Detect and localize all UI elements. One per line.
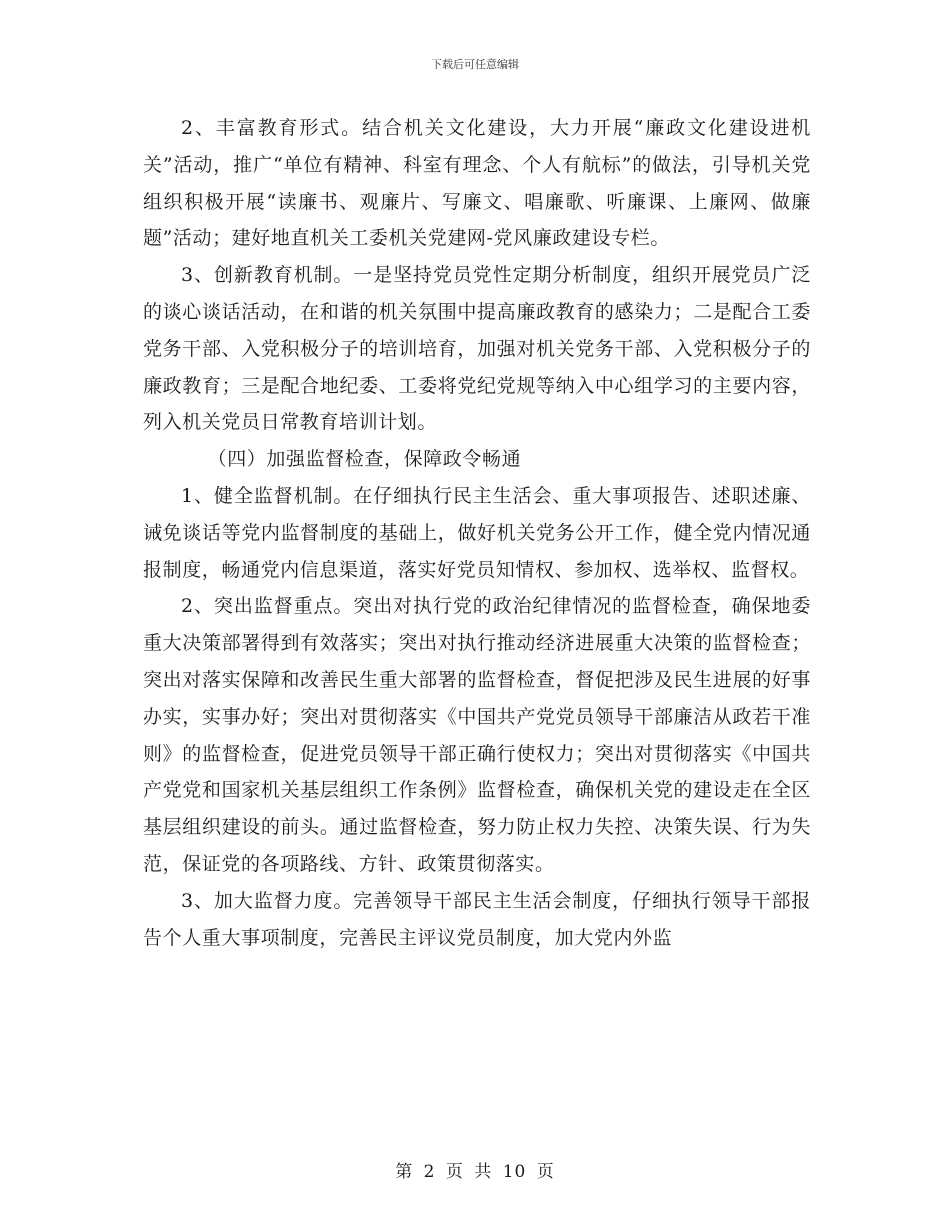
document-body — [143, 110, 811, 956]
paragraph-enrich-education-forms: 2、丰富教育形式。结合机关文化建设，大力开展“廉政文化建设进机关”活动，推广“单位有精神、科室有理念、个人有航标”的做法，引导机关党组织积极开展“读廉书、观廉片、写廉文、唱廉歌、听廉课、上廉网、做廉题”活动；建好地直机关工委机关党建网-党风廉政建设专栏。 — [143, 117, 811, 250]
header-note: 下载后可任意编辑 — [431, 58, 519, 71]
paragraph-improve-supervision-mechanism: 1、健全监督机制。在仔细执行民主生活会、重大事项报告、述职述廉、诫免谈话等党内监督制度的基础上，做好机关党务公开工作，健全党内情况通报制度，畅通党内信息渠道，落实好党员知情权、参加权、选举权、监督权。 — [143, 484, 811, 581]
paragraph-increase-supervision-intensity: 3、加大监督力度。完善领导干部民主生活会制度，仔细执行领导干部报告个人重大事项制度，完善民主评议党员制度，加大党内外监 — [143, 889, 811, 949]
paragraph-innovate-education-mechanism: 3、创新教育机制。一是坚持党员党性定期分析制度，组织开展党员广泛的谈心谈话活动，在和谐的机关氛围中提高廉政教育的感染力；二是配合工委党务干部、入党积极分子的培训培育，加强对机关党务干部、入党积极分子的廉政教育；三是配合地纪委、工委将党纪党规等纳入中心组学习的主要内容，列入机关党员日常教育培训计划。 — [143, 264, 811, 434]
section-heading-supervision: （四）加强监督检查，保障政令畅通 — [207, 448, 522, 471]
page-number-footer: 第 2 页 共 10 页 — [395, 1162, 555, 1182]
paragraph-highlight-supervision-focus: 2、突出监督重点。突出对执行党的政治纪律情况的监督检查，确保地委重大决策部署得到有效落实；突出对执行推动经济进展重大决策的监督检查；突出对落实保障和改善民生重大部署的监督检查，督促把涉及民生进展的好事办实，实事办好；突出对贯彻落实《中国共产党党员领导干部廉洁从政若干准则》的监督检查，促进党员领导干部正确行使权力；突出对贯彻落实《中国共产党党和国家机关基层组织工作条例》监督检查，确保机关党的建设走在全区基层组织建设的前头。通过监督检查，努力防止权力失控、决策失误、行为失范，保证党的各项路线、方针、政策贯彻落实。 — [143, 595, 811, 875]
